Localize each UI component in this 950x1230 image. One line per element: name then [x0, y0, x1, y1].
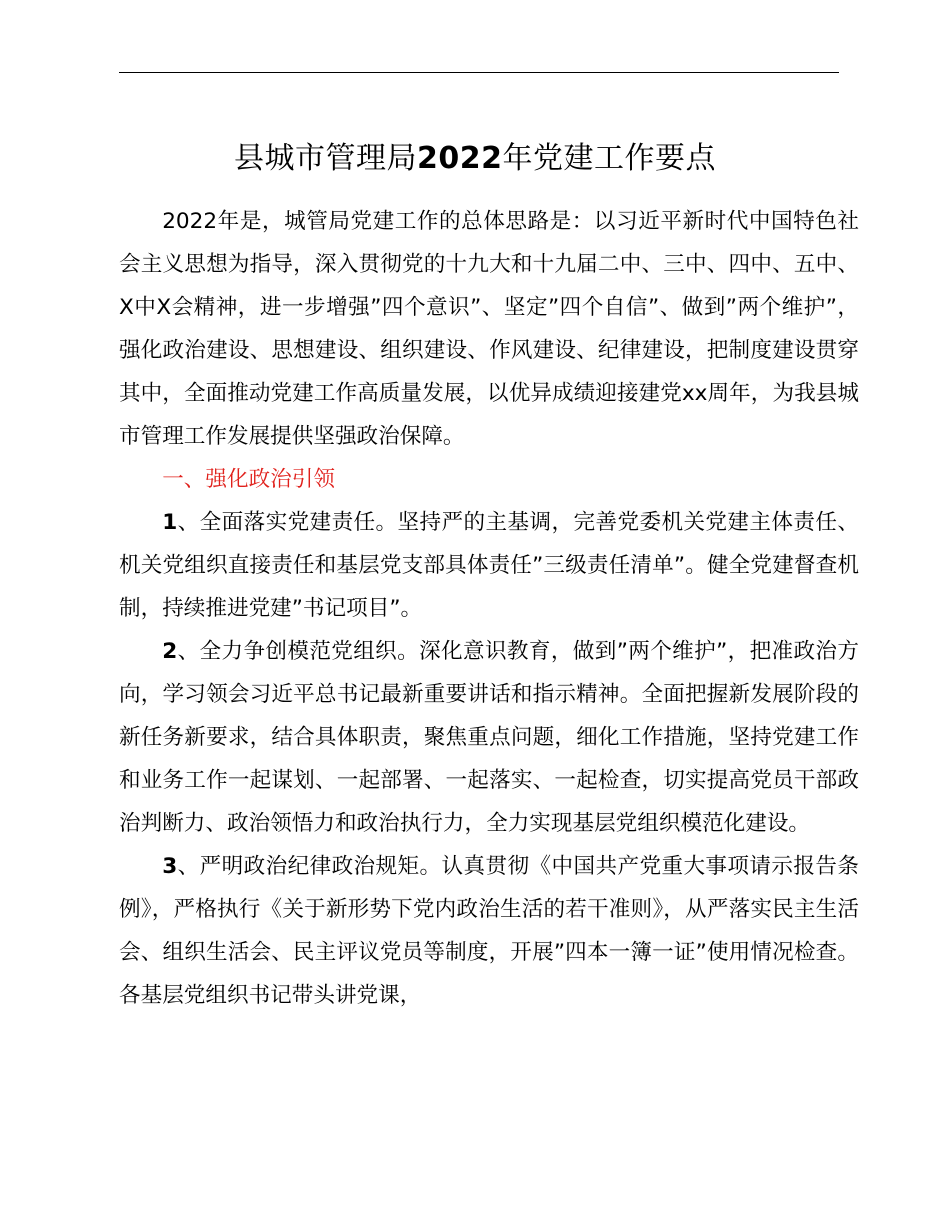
document-title	[0, 137, 950, 181]
title-suffix: 年党建工作要点	[502, 141, 716, 176]
item-number: 2	[162, 639, 178, 664]
title-year: 2022	[417, 141, 503, 176]
item-text: 、严明政治纪律政治规矩。认真贯彻《中国共产党重大事项请示报告条例》，严格执行《关于新形势下党内政治生活的若干准则》，从严落实民主生活会、组织生活会、民主评议党员等制度，开展”四本一簿一证”使用情况检查。各基层党组织书记带头讲党课，	[119, 854, 859, 1008]
intro-paragraph: 2022年是，城管局党建工作的总体思路是：以习近平新时代中国特色社会主义思想为指导，深入贯彻党的十九大和十九届二中、三中、四中、五中、X中X会精神，进一步增强”四个意识”、坚定”四个自信”、做到”两个维护”，强化政治建设、思想建设、组织建设、作风建设、纪律建设，把制度建设贯穿其中，全面推动党建工作高质量发展，以优异成绩迎接建党xx周年，为我县城市管理工作发展提供坚强政治保障。	[119, 209, 859, 449]
item-paragraph-3	[119, 845, 859, 1017]
item-paragraph-2	[119, 630, 859, 845]
header-rule	[119, 72, 839, 73]
item-number: 1	[162, 510, 178, 535]
section-heading: 一、强化政治引领	[162, 467, 335, 492]
title-prefix: 县城市管理局	[234, 141, 417, 176]
item-text: 、全面落实党建责任。坚持严的主基调，完善党委机关党建主体责任、机关党组织直接责任和基层党支部具体责任”三级责任清单”。健全党建督查机制，持续推进党建”书记项目”。	[119, 510, 859, 621]
item-text: 、全力争创模范党组织。深化意识教育，做到”两个维护”，把准政治方向，学习领会习近平总书记最新重要讲话和指示精神。全面把握新发展阶段的新任务新要求，结合具体职责，聚焦重点问题，细化工作措施，坚持党建工作和业务工作一起谋划、一起部署、一起落实、一起检查，切实提高党员干部政治判断力、政治领悟力和政治执行力，全力实现基层党组织模范化建设。	[119, 639, 859, 836]
item-number: 3	[162, 854, 178, 879]
item-paragraph-1	[119, 501, 859, 630]
document-body	[119, 200, 859, 1017]
